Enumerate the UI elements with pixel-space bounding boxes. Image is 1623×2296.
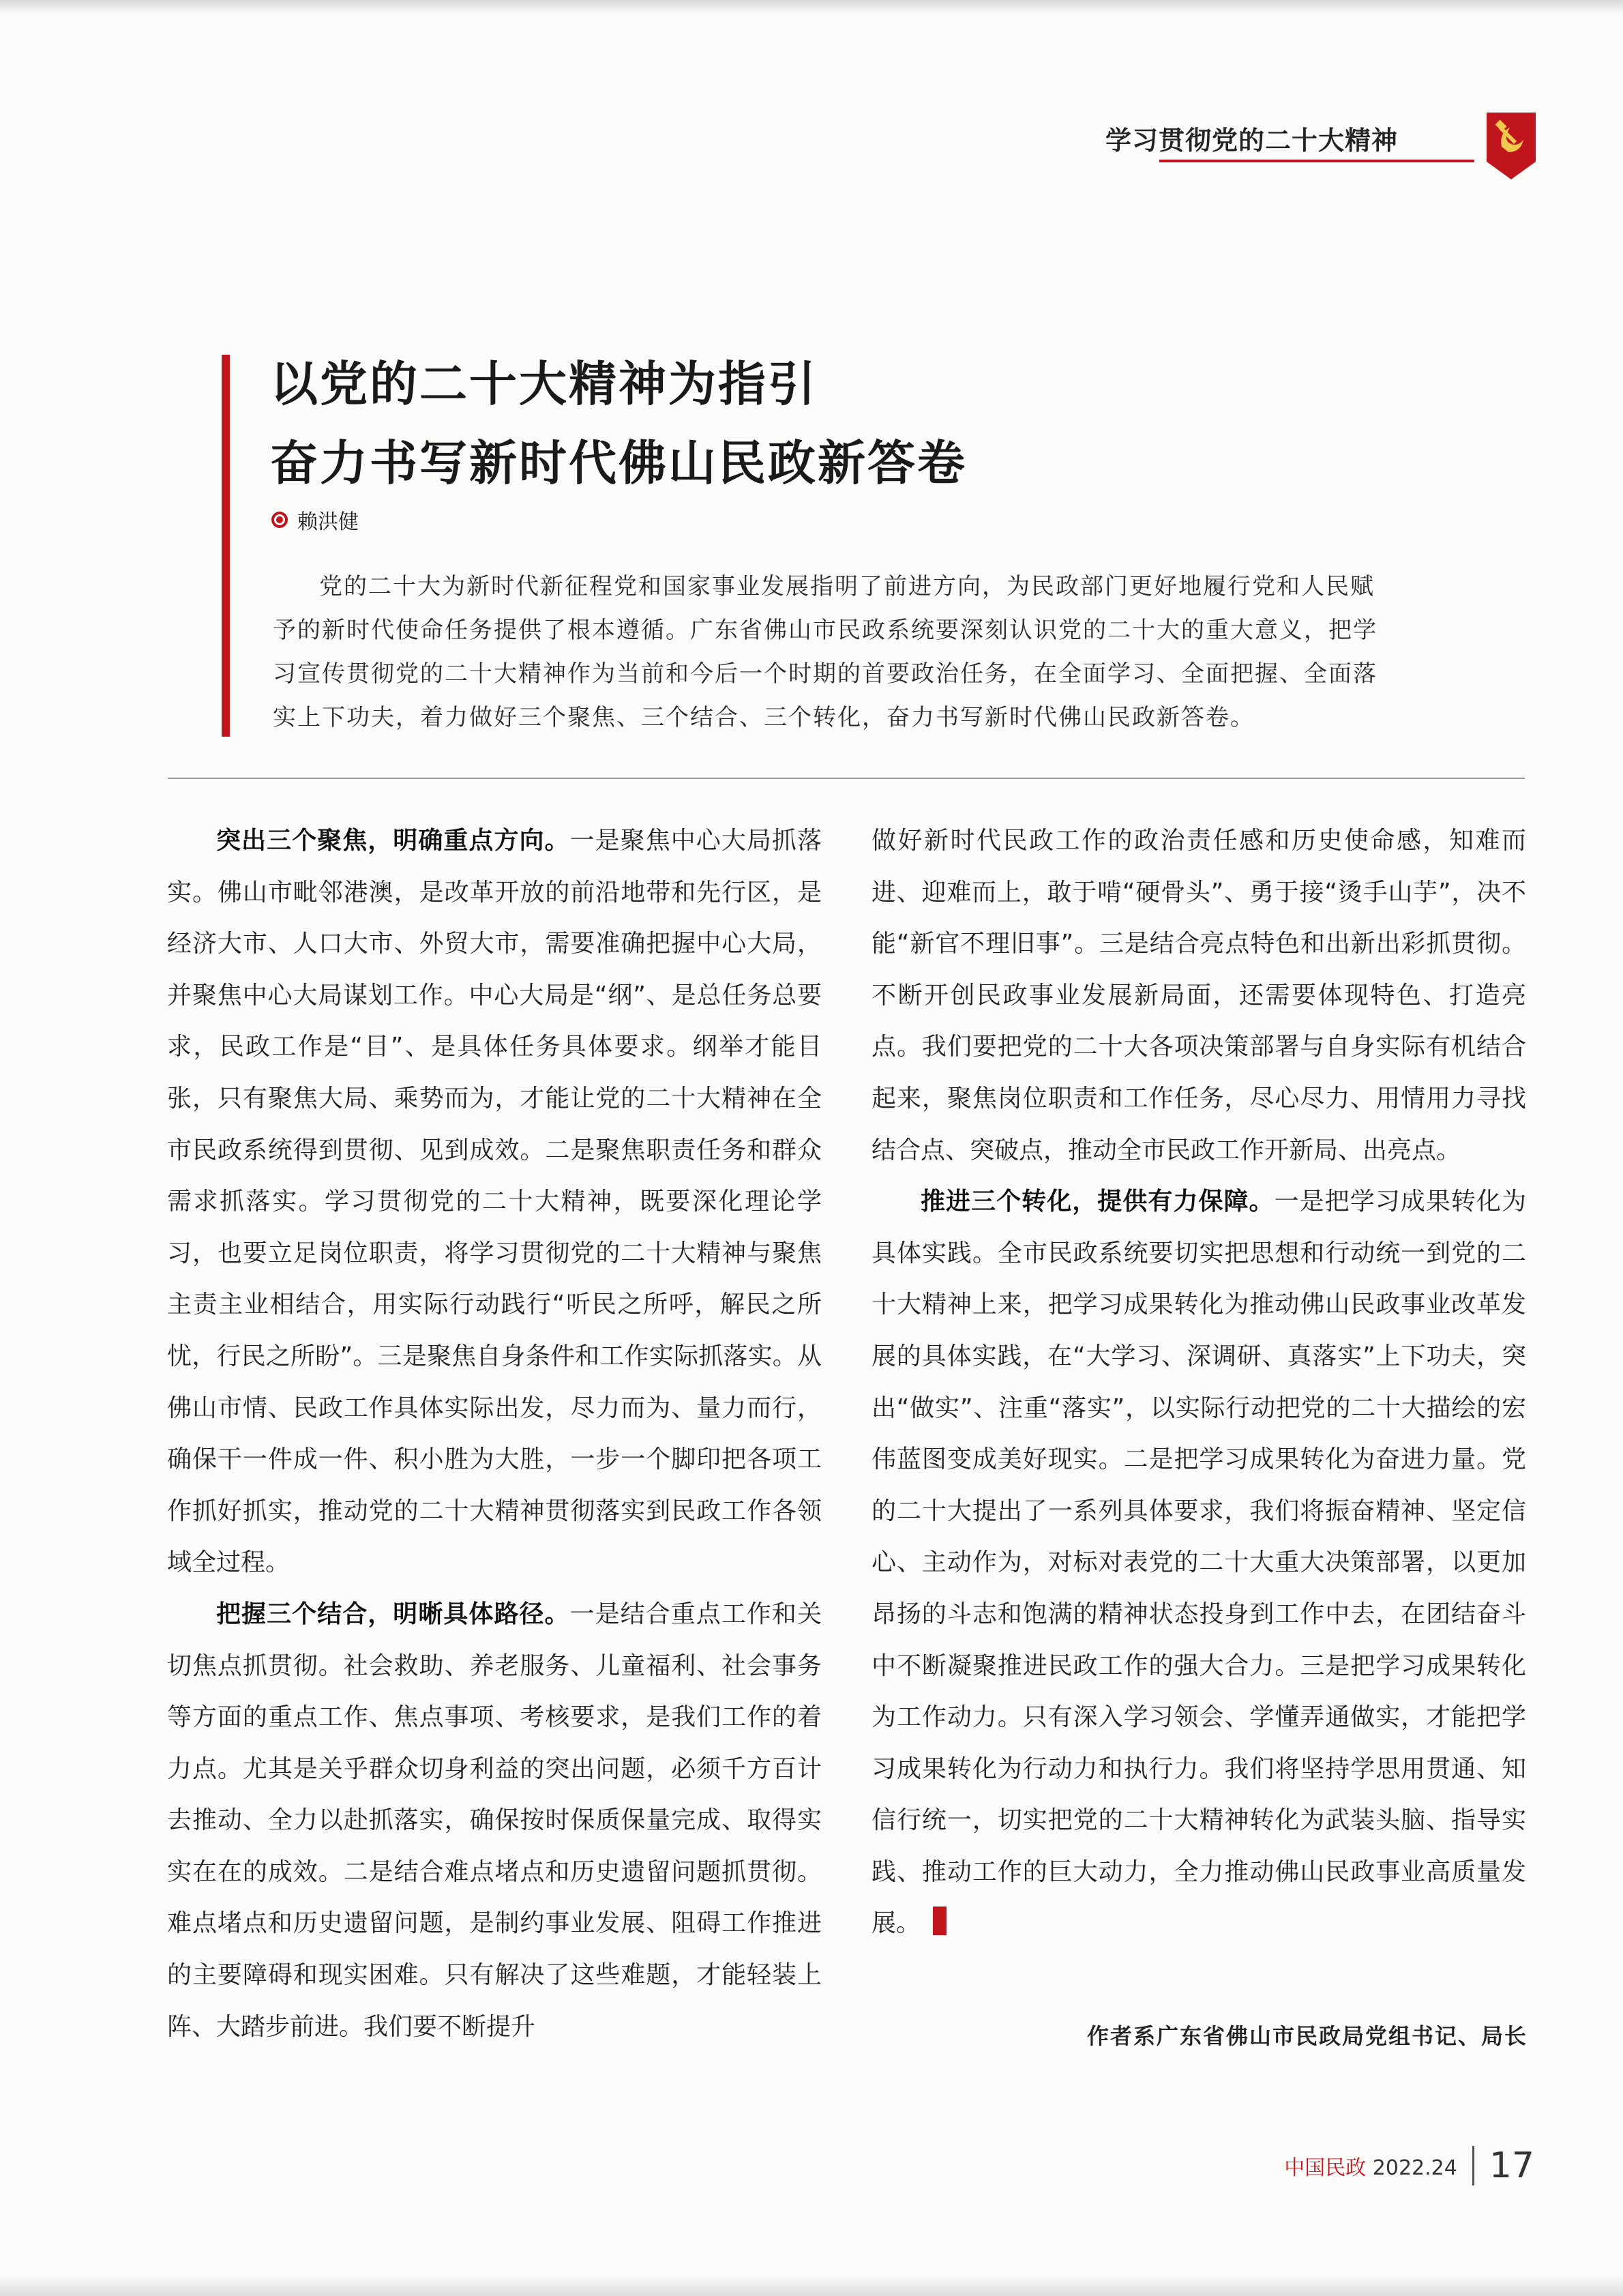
body-column-right	[872, 815, 1526, 1949]
journal-issue: 2022.24	[1372, 2156, 1457, 2180]
section-divider	[168, 778, 1525, 779]
page-number: 17	[1489, 2145, 1534, 2186]
author-note: 作者系广东省佛山市民政局党组书记、局长	[1086, 2023, 1528, 2049]
author-byline	[271, 505, 359, 535]
scan-bottom-edge	[0, 2276, 1623, 2296]
page-footer	[1284, 2145, 1534, 2186]
body-paragraph-3	[872, 1176, 1526, 1949]
paragraph-text: 做好新时代民政工作的政治责任感和历史使命感，知难而进、迎难而上，敢于啃“硬骨头”、勇于接“烫手山芋”，决不能“新官不理旧事”。三是结合亮点特色和出新出彩抓贯彻。不断开创民政事业发展新局面，还需要体现特色、打造亮点。我们要把党的二十大各项决策部署与自身实际有机结合起来，聚焦岗位职责和工作任务，尽心尽力、用情用力寻找结合点、突破点，推动全市民政工作开新局、出亮点。	[872, 827, 1526, 1164]
paragraph-text: 一是聚焦中心大局抓落实。佛山市毗邻港澳，是改革开放的前沿地带和先行区，是经济大市、人口大市、外贸大市，需要准确把握中心大局，并聚焦中心大局谋划工作。中心大局是“纲”、是总任务总要求，民政工作是“目”、是具体任务具体要求。纲举才能目张，只有聚焦大局、乘势而为，才能让党的二十大精神在全市民政系统得到贯彻、见到成效。二是聚焦职责任务和群众需求抓落实。学习贯彻党的二十大精神，既要深化理论学习，也要立足岗位职责，将学习贯彻党的二十大精神与聚焦主责主业相结合，用实际行动践行“听民之所呼，解民之所忧，行民之所盼”。三是聚焦自身条件和工作实际抓落实。从佛山市情、民政工作具体实际出发，尽力而为、量力而行，确保干一件成一件、积小胜为大胜，一步一个脚印把各项工作抓好抓实，推动党的二十大精神贯彻落实到民政工作各领域全过程。	[167, 827, 822, 1577]
paragraph-text: 一是结合重点工作和关切焦点抓贯彻。社会救助、养老服务、儿童福利、社会事务等方面的重点工作、焦点事项、考核要求，是我们工作的着力点。尤其是关乎群众切身利益的突出问题，必须千方百计去推动、全力以赴抓落实，确保按时保质保量完成、取得实实在在的成效。二是结合难点堵点和历史遗留问题抓贯彻。难点堵点和历史遗留问题，是制约事业发展、阻碍工作推进的主要障碍和现实困难。只有解决了这些难题，才能轻装上阵、大踏步前进。我们要不断提升	[167, 1600, 822, 2041]
body-paragraph-2	[167, 1589, 822, 2052]
article-title	[270, 344, 967, 503]
journal-name: 中国民政	[1284, 2156, 1367, 2180]
column-tag	[1105, 119, 1398, 157]
body-paragraph-2-continued	[872, 815, 1526, 1176]
paragraph-heading: 突出三个聚焦，明确重点方向。	[216, 827, 570, 855]
body-column-left	[167, 815, 822, 2052]
bullet-icon	[271, 512, 288, 528]
body-paragraph-1	[167, 815, 822, 1589]
article-abstract: 党的二十大为新时代新征程党和国家事业发展指明了前进方向，为民政部门更好地履行党和人民赋予的新时代使命任务提供了根本遵循。广东省佛山市民政系统要深刻认识党的二十大的重大意义，把学习宣传贯彻党的二十大精神作为当前和今后一个时期的首要政治任务，在全面学习、全面把握、全面落实上下功夫，着力做好三个聚焦、三个结合、三个转化，奋力书写新时代佛山民政新答卷。	[273, 573, 1378, 731]
column-tag-underline	[1159, 160, 1474, 162]
party-emblem-icon	[1487, 113, 1536, 179]
paragraph-heading: 把握三个结合，明晰具体路径。	[216, 1600, 570, 1628]
column-tag-text: 学习贯彻党的二十大精神	[1105, 126, 1398, 156]
author-name: 赖洪健	[297, 510, 359, 534]
article-title-line1: 以党的二十大精神为指引	[270, 356, 818, 412]
title-accent-bar	[222, 355, 230, 737]
end-mark-icon	[933, 1907, 947, 1935]
paragraph-heading: 推进三个转化，提供有力保障。	[921, 1188, 1275, 1216]
scan-top-edge	[0, 0, 1623, 14]
article-title-line2: 奋力书写新时代佛山民政新答卷	[270, 435, 967, 491]
paragraph-text: 一是把学习成果转化为具体实践。全市民政系统要切实把思想和行动统一到党的二十大精神上来，把学习成果转化为推动佛山民政事业改革发展的具体实践，在“大学习、深调研、真落实”上下功夫，突出“做实”、注重“落实”，以实际行动把党的二十大描绘的宏伟蓝图变成美好现实。二是把学习成果转化为奋进力量。党的二十大提出了一系列具体要求，我们将振奋精神、坚定信心、主动作为，对标对表党的二十大重大决策部署，以更加昂扬的斗志和饱满的精神状态投身到工作中去，在团结奋斗中不断凝聚推进民政工作的强大合力。三是把学习成果转化为工作动力。只有深入学习领会、学懂弄通做实，才能把学习成果转化为行动力和执行力。我们将坚持学思用贯通、知信行统一，切实把党的二十大精神转化为武装头脑、指导实践、推动工作的巨大动力，全力推动佛山民政事业高质量发展。	[872, 1188, 1526, 1938]
footer-separator	[1472, 2146, 1474, 2185]
journal-info	[1284, 2151, 1457, 2181]
